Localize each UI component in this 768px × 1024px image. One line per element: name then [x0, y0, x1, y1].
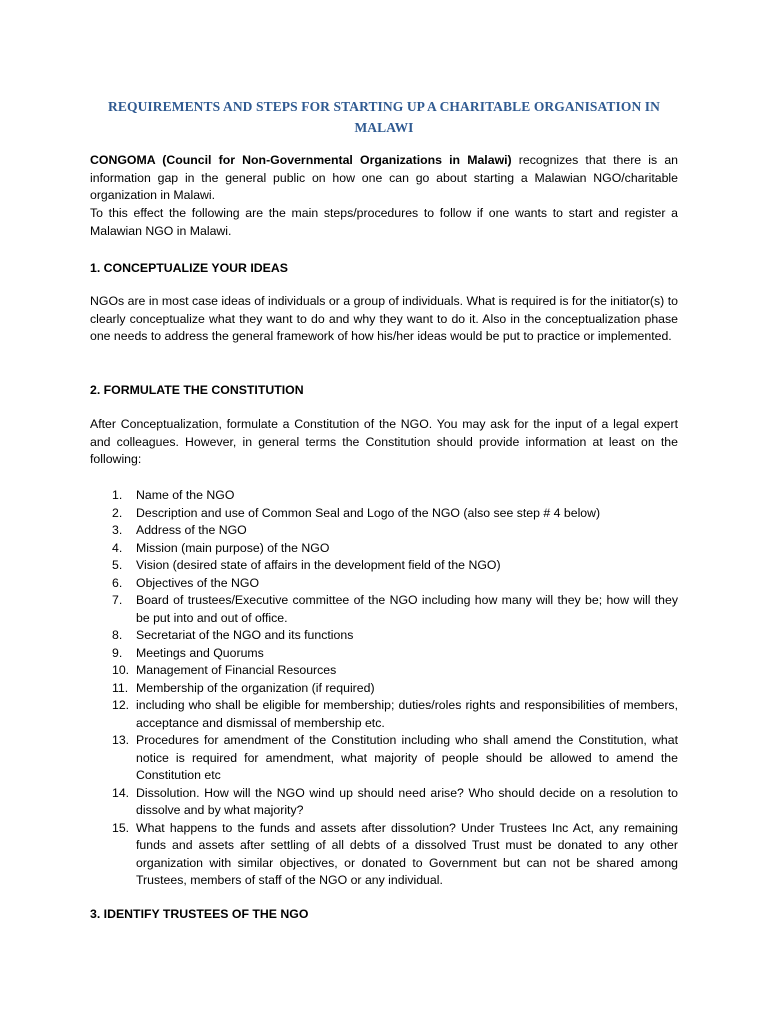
section-1-body: NGOs are in most case ideas of individuals or a group of individuals. What is required is for the initiator(s) to clearly conceptualize what they want to do and why they want to do it. Also in the conceptualization phase one needs to address the general framework of how his/her ideas would be put to practice or implemented.: [90, 294, 678, 343]
list-item-text: Name of the NGO: [136, 488, 235, 502]
list-item-text: Vision (desired state of affairs in the development field of the NGO): [136, 558, 501, 572]
list-item: [90, 557, 678, 575]
list-item-text: Objectives of the NGO: [136, 575, 260, 590]
list-item-text: Meetings and Quorums: [136, 645, 264, 660]
list-item-number: 12.: [112, 698, 130, 712]
list-item-number: 1.: [112, 488, 123, 502]
list-item: [90, 697, 678, 732]
list-item-number: 5.: [112, 558, 123, 572]
list-item-text: Description and use of Common Seal and Logo of the NGO (also see step # 4 below): [136, 505, 601, 520]
list-item-number: 2.: [112, 505, 123, 520]
list-item: [90, 645, 678, 663]
section-2-heading: 2. FORMULATE THE CONSTITUTION: [90, 383, 304, 397]
list-item-number: 8.: [112, 628, 123, 642]
list-item: [90, 627, 678, 645]
list-item-text: Membership of the organization (if required): [136, 680, 375, 695]
list-item-text: Mission (main purpose) of the NGO: [136, 540, 330, 555]
list-item: [90, 662, 678, 680]
list-item-number: 4.: [112, 540, 123, 555]
constitution-items-list: [90, 487, 678, 890]
list-item-number: 15.: [112, 820, 130, 835]
list-item-number: 14.: [112, 785, 130, 800]
list-item-text: including who shall be eligible for membership; duties/roles rights and responsibilities of members, acceptance and dismissal of membership etc.: [136, 698, 678, 730]
list-item-text: Procedures for amendment of the Constitution including who shall amend the Constitution, what notice is required for amendment, what majority of people should be allowed to amend the Constitution etc: [136, 733, 678, 782]
list-item-number: 10.: [112, 663, 130, 677]
list-item: [90, 575, 678, 593]
list-item-text: Address of the NGO: [136, 523, 247, 537]
intro-paragraph-2: To this effect the following are the main steps/procedures to follow if one wants to start and register a Malawian NGO in Malawi.: [90, 206, 678, 238]
congoma-name: CONGOMA (Council for Non-Governmental Organizations in Malawi): [90, 153, 512, 167]
section-3-heading: 3. IDENTIFY TRUSTEES OF THE NGO: [90, 907, 309, 921]
list-item-number: 11.: [112, 680, 129, 695]
list-item-number: 13.: [112, 733, 130, 747]
list-item-text: Board of trustees/Executive committee of the NGO including how many will they be; how will they be put into and out of office.: [136, 593, 678, 625]
section-1-heading: 1. CONCEPTUALIZE YOUR IDEAS: [90, 261, 288, 275]
list-item: [90, 487, 678, 505]
list-item: [90, 820, 678, 890]
document-title: REQUIREMENTS AND STEPS FOR STARTING UP A CHARITABLE ORGANISATION IN MALAWI: [108, 99, 660, 135]
list-item-text: Management of Financial Resources: [136, 663, 337, 677]
intro-paragraph: [90, 152, 678, 205]
list-item: [90, 680, 678, 698]
section-2-body: After Conceptualization, formulate a Constitution of the NGO. You may ask for the input of a legal expert and colleagues. However, in general terms the Constitution should provide information at least on the following:: [90, 417, 678, 466]
list-item: [90, 505, 678, 523]
list-item-text: Secretariat of the NGO and its functions: [136, 628, 354, 642]
list-item: [90, 732, 678, 785]
list-item-text: What happens to the funds and assets after dissolution? Under Trustees Inc Act, any remaining funds and assets after settling of all debts of a dissolved Trust must be donated to any other organization with similar objectives, or donated to Government but can not be shared among Trustees, members of staff of the NGO or any individual.: [136, 820, 678, 887]
list-item: [90, 592, 678, 627]
list-item-text: Dissolution. How will the NGO wind up should need arise? Who should decide on a resolution to dissolve and by what majority?: [136, 785, 678, 817]
list-item-number: 6.: [112, 575, 123, 590]
list-item-number: 9.: [112, 645, 123, 660]
list-item: [90, 540, 678, 558]
list-item-number: 3.: [112, 523, 123, 537]
list-item-number: 7.: [112, 593, 123, 607]
list-item: [90, 522, 678, 540]
list-item: [90, 785, 678, 820]
intro-text: recognizes that there is an information gap in the general public on how one can go about starting a Malawian NGO/charitable organization in Malawi.: [90, 153, 678, 202]
